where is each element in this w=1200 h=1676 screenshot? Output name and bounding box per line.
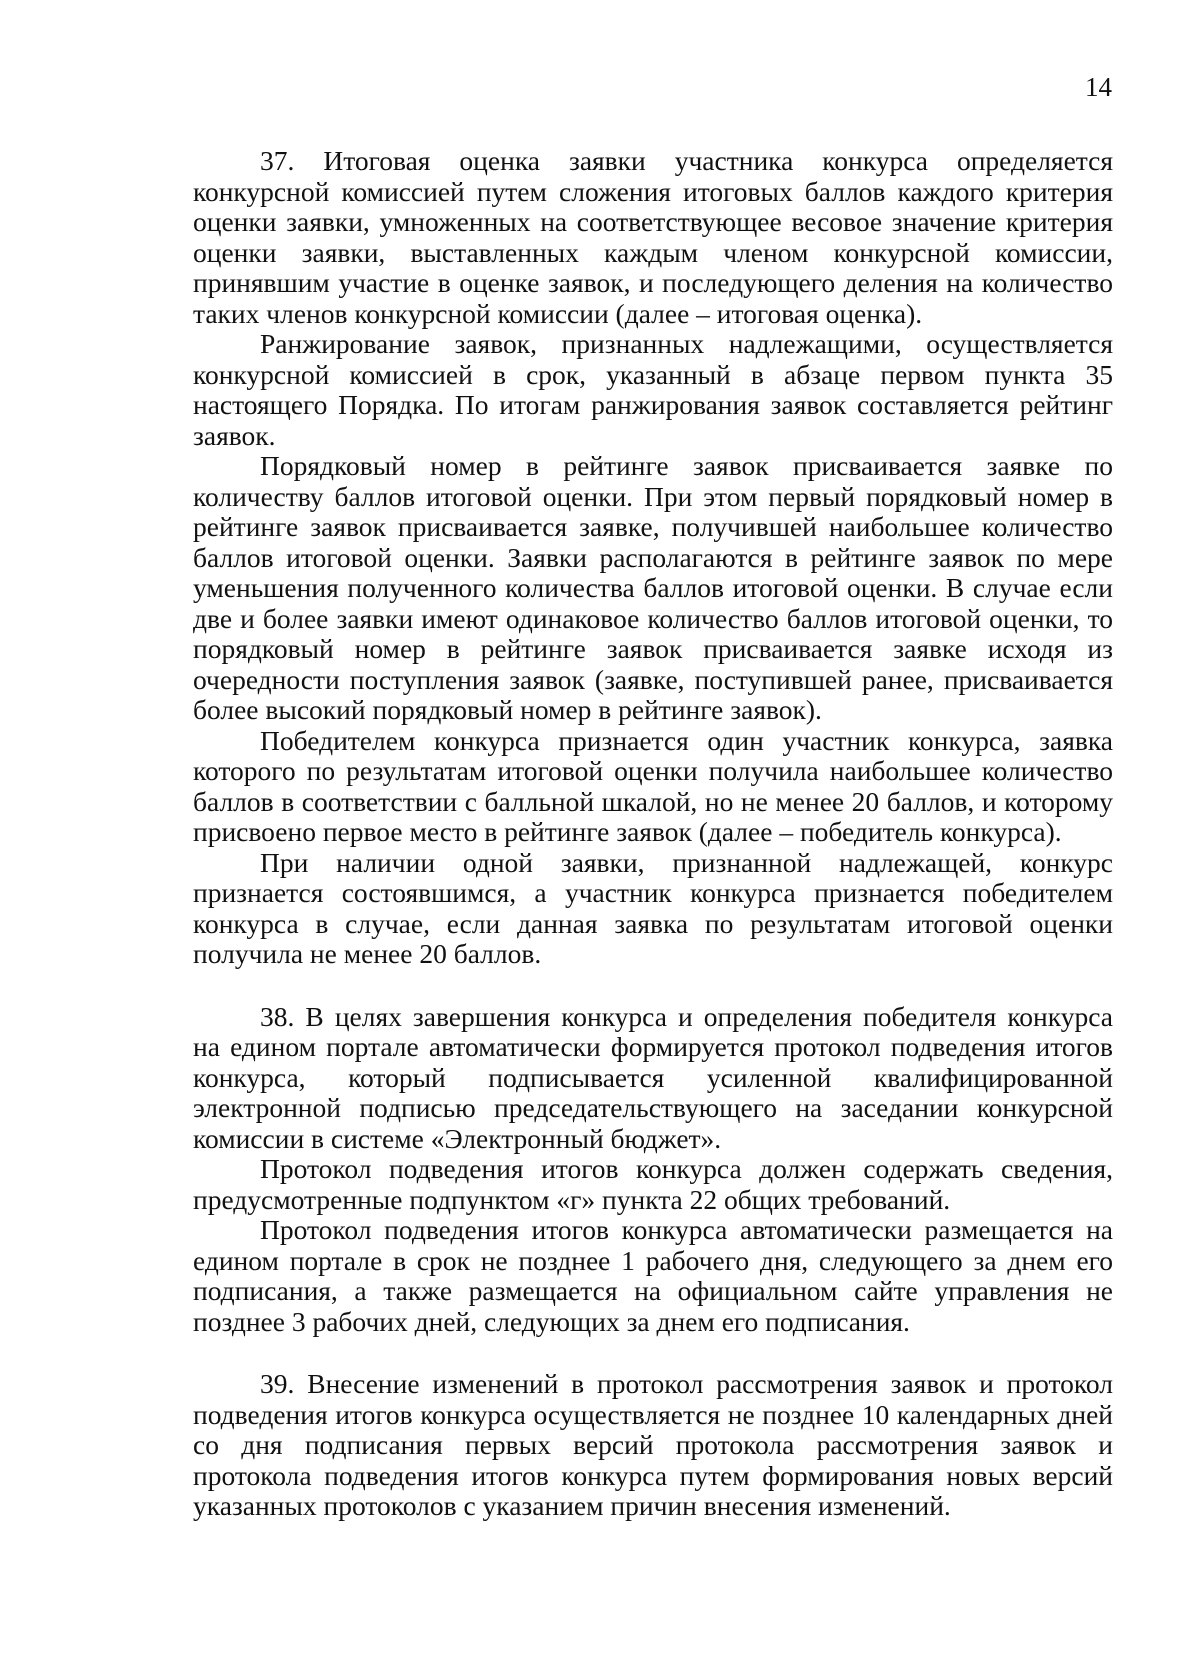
page-number: 14 [1085, 72, 1112, 102]
paragraph-37-4: Победителем конкурса признается один участник конкурса, заявка которого по результатам итоговой оценки получила наибольшее количество баллов в соответствии с балльной шкалой, но не менее 20 баллов, и которому присвоено первое место в рейтинге заявок (далее – победитель конкурса). [193, 724, 1113, 847]
paragraph-38-2: Протокол подведения итогов конкурса должен содержать сведения, предусмотренные подпунктом «г» пункта 22 общих требований. [193, 1153, 1113, 1215]
paragraph-39-1: 39. Внесение изменений в протокол рассмотрения заявок и протокол подведения итогов конкурса осуществляется не позднее 10 календарных дней со дня подписания первых версий протокола рассмотрения заявок и протокола подведения итогов конкурса путем формирования новых версий указанных протоколов с указанием причин внесения изменений. [193, 1368, 1113, 1521]
document-body [193, 146, 1113, 1522]
paragraph-38-1: 38. В целях завершения конкурса и определения победителя конкурса на едином портале автоматически формируется протокол подведения итогов конкурса, который подписывается усиленной квалифицированной электронной подписью председательствующего на заседании конкурсной комиссии в системе «Электронный бюджет». [193, 1000, 1113, 1154]
paragraph-37-2: Ранжирование заявок, признанных надлежащими, осуществляется конкурсной комиссией в срок, указанный в абзаце первом пункта 35 настоящего Порядка. По итогам ранжирования заявок составляется рейтинг заявок. [193, 328, 1113, 451]
paragraph-37-3: Порядковый номер в рейтинге заявок присваивается заявке по количеству баллов итоговой оценки. При этом первый порядковый номер в рейтинге заявок присваивается заявке, получившей наибольшее количество баллов итоговой оценки. Заявки располагаются в рейтинге заявок по мере уменьшения полученного количества баллов итоговой оценки. В случае если две и более заявки имеют одинаковое количество баллов итоговой оценки, то порядковый номер в рейтинге заявок присваивается заявке исходя из очередности поступления заявок (заявке, поступившей ранее, присваивается более высокий порядковый номер в рейтинге заявок). [193, 450, 1113, 725]
paragraph-38-3: Протокол подведения итогов конкурса автоматически размещается на едином портале в срок не позднее 1 рабочего дня, следующего за днем его подписания, а также размещается на официальном сайте управления не позднее 3 рабочих дней, следующих за днем его подписания. [193, 1214, 1113, 1337]
paragraph-37-1: 37. Итоговая оценка заявки участника конкурса определяется конкурсной комиссией путем сложения итоговых баллов каждого критерия оценки заявки, умноженных на соответствующее весовое значение критерия оценки заявки, выставленных каждым членом конкурсной комиссии, принявшим участие в оценке заявок, и последующего деления на количество таких членов конкурсной комиссии (далее – итоговая оценка). [193, 145, 1113, 329]
paragraph-37-5: При наличии одной заявки, признанной надлежащей, конкурс признается состоявшимся, а участник конкурса признается победителем конкурса в случае, если данная заявка по результатам итоговой оценки получила не менее 20 баллов. [193, 846, 1113, 969]
